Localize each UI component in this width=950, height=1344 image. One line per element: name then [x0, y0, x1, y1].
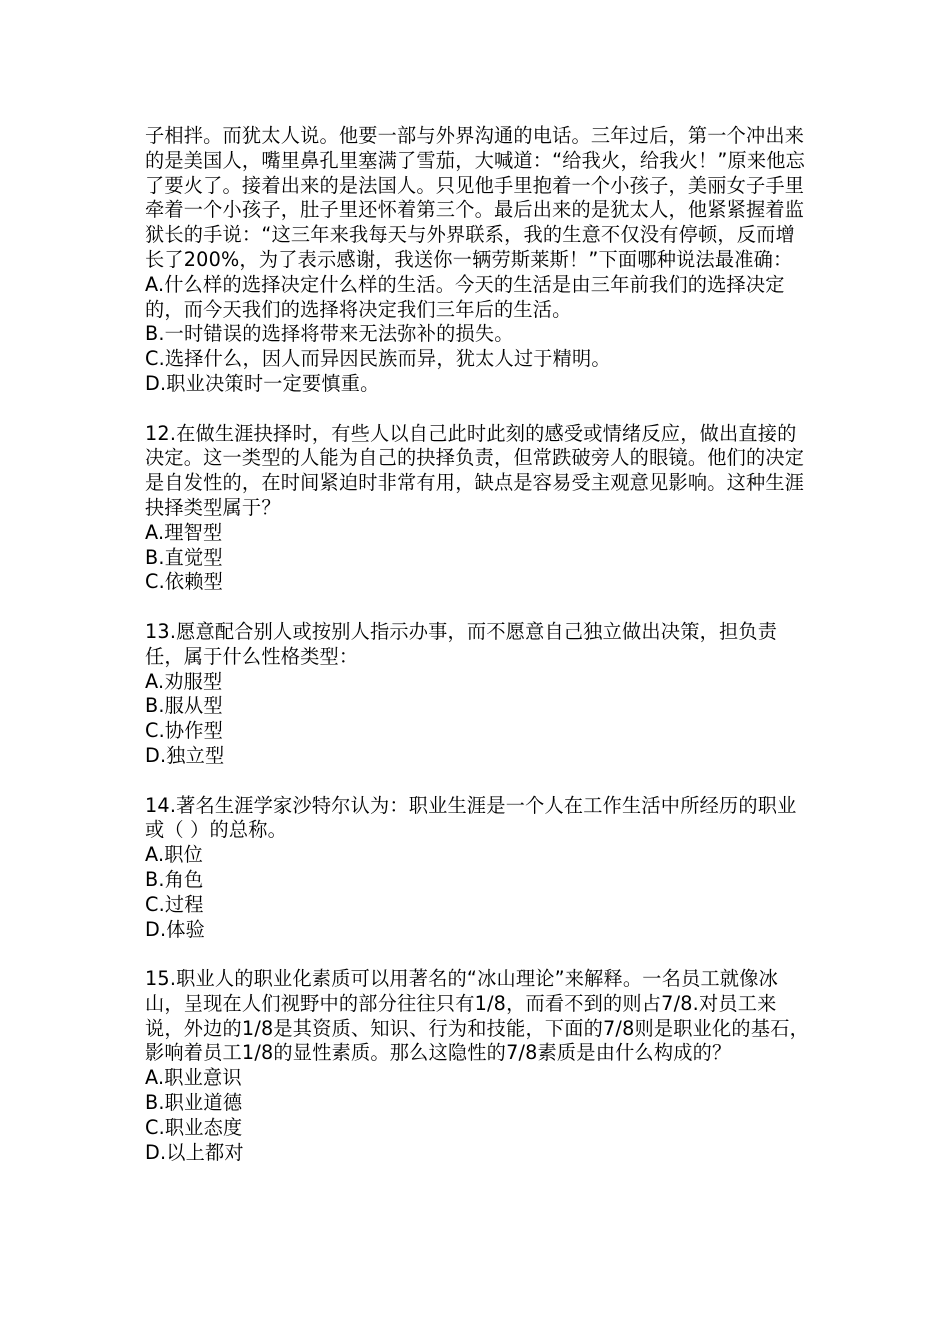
question-option-c: C.协作型	[145, 719, 224, 743]
intro-option-b: B.一时错误的选择将带来无法弥补的损失。	[145, 322, 514, 346]
question-stem: 12.在做生涯抉择时，有些人以自己此时此刻的感受或情绪反应，做出直接的决定。这一类型的人能为自己的抉择负责，但常跌破旁人的眼镜。他们的决定是自发性的，在时间紧迫时非常有用，缺点是容易受主观意见影响。这种生涯抉择类型属于？	[145, 421, 805, 519]
intro-block	[145, 124, 810, 397]
intro-option-d: D.职业决策时一定要慎重。	[145, 371, 380, 395]
question-option-a: A.职业意识	[145, 1066, 242, 1090]
spacer	[145, 769, 810, 794]
spacer	[145, 595, 810, 620]
spacer	[145, 397, 810, 422]
question-option-a: A.劝服型	[145, 669, 223, 693]
question-option-c: C.依赖型	[145, 570, 224, 594]
question-option-a: A.理智型	[145, 520, 223, 544]
question-stem: 13.愿意配合别人或按别人指示办事，而不愿意自己独立做出决策，担负责任，属于什么性格类型：	[145, 619, 778, 668]
intro-passage: 子相拌。而犹太人说。他要一部与外界沟通的电话。三年过后，第一个冲出来的是美国人，嘴里鼻孔里塞满了雪茄，大喊道：“给我火，给我火！”原来他忘了要火了。接着出来的是法国人。只见他手里抱着一个小孩子，美丽女子手里牵着一个小孩子，肚子里还怀着第三个。最后出来的是犹太人，他紧紧握着监狱长的手说：“这三年来我每天与外界联系，我的生意不仅没有停顿，反而增长了200%，为了表示感谢，我送你一辆劳斯莱斯！”下面哪种说法最准确：	[145, 124, 806, 271]
question-option-c: C.过程	[145, 892, 204, 916]
question-12	[145, 422, 810, 596]
question-option-b: B.服从型	[145, 694, 223, 718]
question-option-d: D.以上都对	[145, 1140, 244, 1164]
question-option-c: C.职业态度	[145, 1115, 243, 1139]
question-13	[145, 620, 810, 769]
intro-option-a: A.什么样的选择决定什么样的生活。今天的生活是由三年前我们的选择决定的，而今天我们的选择将决定我们三年后的生活。	[145, 272, 785, 321]
intro-option-c: C.选择什么，因人而异因民族而异，犹太人过于精明。	[145, 347, 611, 371]
question-15	[145, 967, 810, 1165]
spacer	[145, 942, 810, 967]
question-option-d: D.独立型	[145, 743, 225, 767]
question-stem: 15.职业人的职业化素质可以用著名的“冰山理论”来解释。一名员工就像冰山，呈现在人们视野中的部分往往只有1/8，而看不到的则占7/8.对员工来说，外边的1/8是其资质、知识、行为和技能，下面的7/8则是职业化的基石，影响着员工1/8的显性素质。那么这隐性的7/8素质是由什么构成的？	[145, 967, 809, 1065]
document-page	[145, 124, 810, 1165]
question-option-b: B.直觉型	[145, 545, 223, 569]
question-14	[145, 794, 810, 943]
question-option-a: A.职位	[145, 843, 204, 867]
question-option-d: D.体验	[145, 917, 206, 941]
question-option-b: B.角色	[145, 867, 204, 891]
question-option-b: B.职业道德	[145, 1091, 243, 1115]
question-stem: 14.著名生涯学家沙特尔认为：职业生涯是一个人在工作生活中所经历的职业或（ ）的总称。	[145, 793, 797, 842]
